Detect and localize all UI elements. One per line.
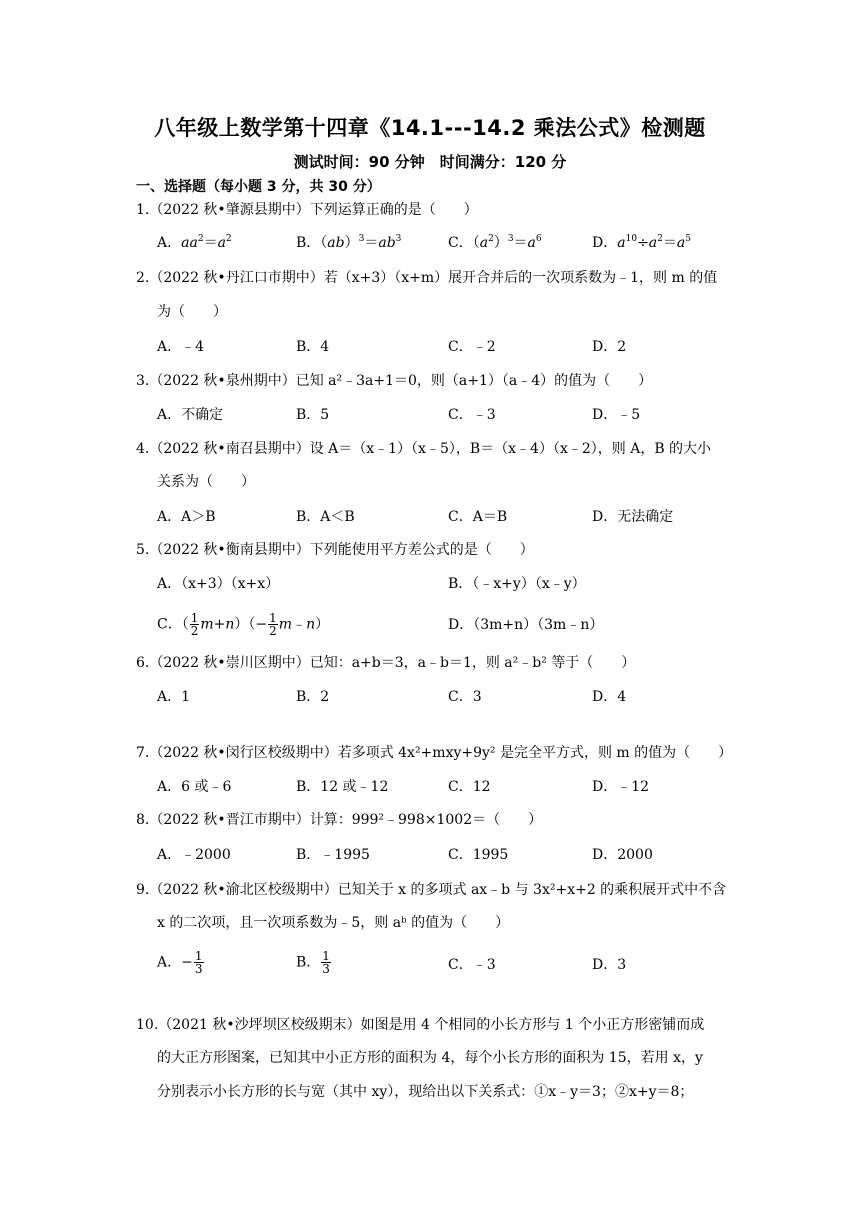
q7-option-d: D．﹣12	[592, 779, 650, 795]
q6-option-d: D．4	[592, 689, 627, 705]
q4-option-b: B．A＜B	[296, 509, 355, 525]
q8-option-c: C．1995	[448, 847, 509, 863]
q4-option-d: D．无法确定	[592, 509, 674, 525]
q9-stem: 9.（2022 秋•渝北区校级期中）已知关于 x 的多项式 ax﹣b 与 3x²+x+2 的乘积展开式中不含	[136, 882, 727, 898]
q2-option-b: B．4	[296, 339, 330, 355]
q5-stem: 5.（2022 秋•衡南县期中）下列能使用平方差公式的是（ ）	[136, 542, 534, 558]
q1-option-c: C．$(a^2)^3=a^6$	[448, 234, 542, 251]
q7-stem: 7.（2022 秋•闵行区校级期中）若多项式 4x²+mxy+9y² 是完全平方式，则 m 的值为（ ）	[136, 745, 733, 761]
q8-stem: 8.（2022 秋•晋江市期中）计算：999²﹣998×1002＝（ ）	[136, 812, 543, 828]
q1-option-d: D．$a^{10}\div a^2=a^5$	[592, 234, 691, 251]
q9-option-b: B． $\frac{1}{3}$	[296, 949, 330, 976]
q6-option-b: B．2	[296, 689, 330, 705]
q7-option-c: C．12	[448, 779, 491, 795]
q10-line-3: 分别表示小长方形的长与宽（其中 xy），现给出以下关系式：①x﹣y＝3；②x+y＝8；	[157, 1084, 694, 1100]
section-heading: 一、选择题（每小题 3 分，共 30 分）	[136, 179, 381, 195]
page-subtitle: 测试时间：90 分钟 时间满分：120 分	[293, 153, 567, 171]
q2-stem-cont: 为（ ）	[157, 304, 227, 320]
q3-option-b: B．5	[296, 407, 330, 423]
q10-line-1: 10.（2021 秋•沙坪坝区校级期末）如图是用 4 个相同的小长方形与 1 个小正方形密铺而成	[136, 1017, 705, 1033]
q5-option-c: C．（ $\frac{1}{2}$ m+n）（− $\frac{1}{2}$ m﹣n）	[157, 611, 330, 638]
q9-option-a: A．− $\frac{1}{3}$	[157, 949, 203, 976]
q3-option-c: C．﹣3	[448, 407, 496, 423]
q8-option-a: A．﹣2000	[157, 847, 231, 863]
q9-option-c: C．﹣3	[448, 957, 496, 973]
q6-option-a: A．1	[157, 689, 191, 705]
q8-option-d: D．2000	[592, 847, 653, 863]
q2-option-c: C．﹣2	[448, 339, 496, 355]
q3-stem: 3.（2022 秋•泉州期中）已知 a²﹣3a+1＝0，则（a+1）（a﹣4）的值为（ ）	[136, 373, 653, 389]
q1-option-a: A．$aa^2=a^2$	[157, 234, 232, 251]
q6-stem: 6.（2022 秋•崇川区期中）已知：a+b＝3，a﹣b＝1，则 a²﹣b² 等于（ ）	[136, 655, 636, 671]
page-title: 八年级上数学第十四章《14.1---14.2 乘法公式》检测题	[154, 116, 706, 140]
q4-stem-cont: 关系为（ ）	[157, 474, 255, 490]
q2-option-d: D．2	[592, 339, 627, 355]
q10-line-2: 的大正方形图案，已知其中小正方形的面积为 4，每个小长方形的面积为 15，若用 x，y	[157, 1050, 703, 1066]
q5-option-a: A．（x+3）（x+x）	[157, 576, 280, 592]
q3-option-a: A．不确定	[157, 407, 224, 423]
q6-option-c: C．3	[448, 689, 482, 705]
q5-option-d: D．（3m+n）（3m﹣n）	[448, 617, 604, 633]
q5-option-b: B．（﹣x+y）（x﹣y）	[448, 576, 586, 592]
q1-stem: 1.（2022 秋•肇源县期中）下列运算正确的是（ ）	[136, 202, 478, 218]
q7-option-b: B．12 或﹣12	[296, 779, 389, 795]
q7-option-a: A．6 或﹣6	[157, 779, 232, 795]
q3-option-d: D．﹣5	[592, 407, 641, 423]
q9-option-d: D．3	[592, 957, 627, 973]
q4-stem: 4.（2022 秋•南召县期中）设 A＝（x﹣1）（x﹣5），B＝（x﹣4）（x﹣2），则 A，B 的大小	[136, 441, 712, 457]
q9-stem-cont: x 的二次项，且一次项系数为﹣5，则 aᵇ 的值为（ ）	[157, 915, 510, 931]
q8-option-b: B．﹣1995	[296, 847, 370, 863]
q2-stem: 2.（2022 秋•丹江口市期中）若（x+3）（x+m）展开合并后的一次项系数为﹣1，则 m 的值	[136, 270, 718, 286]
q4-option-c: C．A＝B	[448, 509, 508, 525]
q1-option-b: B．$(ab)^3=ab^3$	[296, 234, 402, 251]
q2-option-a: A．﹣4	[157, 339, 205, 355]
q4-option-a: A．A＞B	[157, 509, 216, 525]
